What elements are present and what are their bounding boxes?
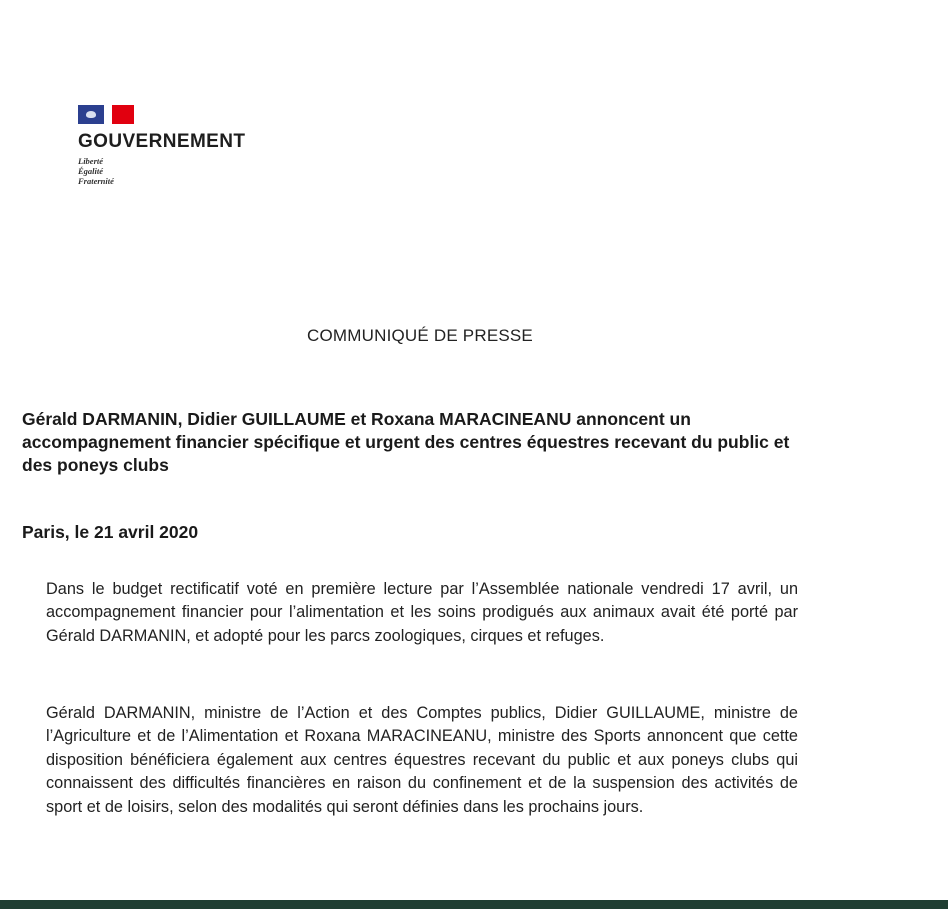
motto-egalite: Égalité bbox=[78, 166, 104, 176]
body-paragraph-2: Gérald DARMANIN, ministre de l’Action et des Comptes publics, Didier GUILLAUME, ministre de l’Agriculture et de l’Alimentation et Roxana MARACINEANU, ministre des Sports annoncent que cette disposition bénéficiera également aux centres équestres recevant du public et aux poneys clubs qui connaissent des difficultés financières en raison du confinement et de la suspension des activités de sport et de loisirs, selon des modalités qui seront définies dans les prochains jours. bbox=[46, 704, 798, 816]
dateline: Paris, le 21 avril 2020 bbox=[22, 522, 199, 542]
government-logo bbox=[78, 105, 245, 186]
flag-blue-band bbox=[78, 105, 104, 124]
document-type-title: COMMUNIQUÉ DE PRESSE bbox=[307, 326, 533, 345]
motto-fraternite: Fraternité bbox=[78, 176, 114, 186]
bottom-border-bar bbox=[0, 900, 948, 909]
body-paragraph-1: Dans le budget rectificatif voté en première lecture par l’Assemblée nationale vendredi 17 avril, un accompagnement financier pour l’alimentation et les soins prodigués aux animaux avait été porté par Gérald DARMANIN, et adopté pour les parcs zoologiques, cirques et refuges. bbox=[46, 580, 798, 645]
french-flag-icon bbox=[78, 105, 134, 124]
republic-motto bbox=[78, 156, 245, 186]
flag-red-band bbox=[112, 105, 134, 124]
press-release-headline: Gérald DARMANIN, Didier GUILLAUME et Roxana MARACINEANU annoncent un accompagnement financier spécifique et urgent des centres équestres recevant du public et des poneys clubs bbox=[22, 409, 790, 475]
government-name: GOUVERNEMENT bbox=[78, 131, 246, 152]
motto-liberte: Liberté bbox=[78, 156, 104, 166]
